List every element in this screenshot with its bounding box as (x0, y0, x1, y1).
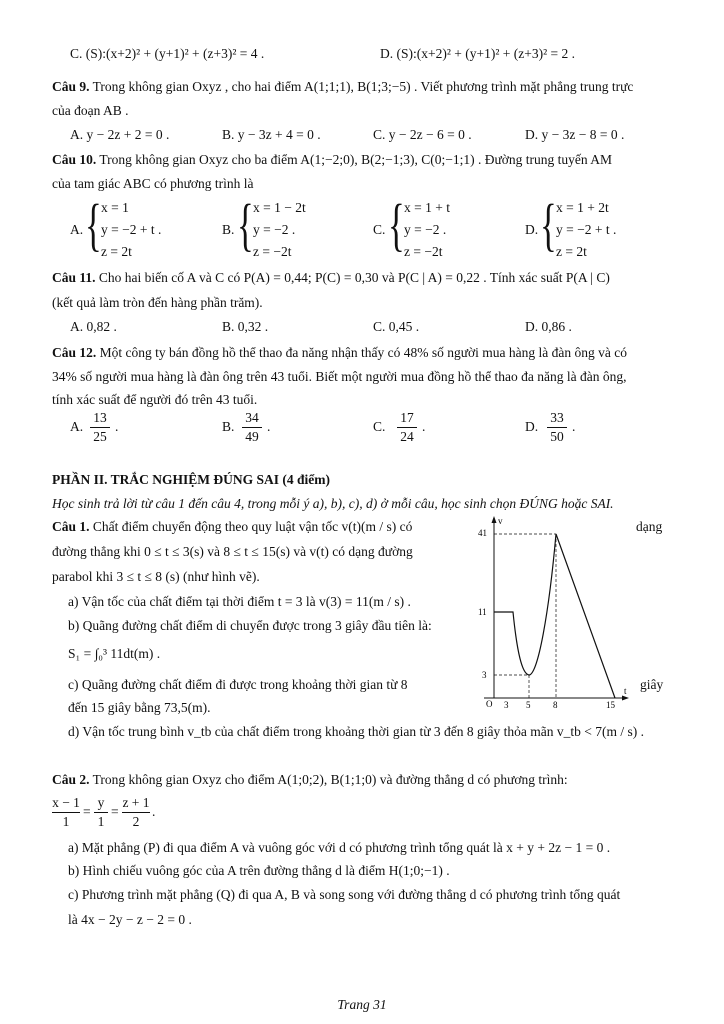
q9-option-a: A. y − 2z + 2 = 0 . (70, 127, 170, 142)
p2q1-statement-a: a) Vận tốc của chất điểm tại thời điểm t = 3 là v(3) = 11(m / s) . (68, 594, 411, 609)
q12-option-c-fraction (397, 410, 417, 445)
fraction-numerator: x − 1 (52, 795, 80, 810)
p2q1-text-line1: Chất điểm chuyển động theo quy luật vận tốc v(t)(m / s) có (92, 519, 413, 534)
fraction-numerator: 17 (400, 410, 414, 425)
page-number: Trang 31 (337, 997, 387, 1012)
line-eq-fraction-z (122, 795, 150, 830)
brace-icon: { (85, 192, 102, 257)
p2q1-statement-c-end: giây (640, 677, 664, 692)
p2q2-statement-a: a) Mặt phẳng (P) đi qua điểm A và vuông góc với d có phương trình tổng quát là x + y + 2z − 1 = 0 . (68, 840, 611, 855)
system-row: z = −2t (253, 244, 292, 259)
p2q2-text-line1: Trong không gian Oxyz cho điểm A(1;0;2), B(1;1;0) và đường thẳng d có phương trình: (92, 772, 568, 787)
p2q2-statement-b: b) Hình chiếu vuông góc của A trên đường thẳng d là điểm H(1;0;−1) . (68, 863, 450, 878)
q12-option-b-label: B. (222, 419, 235, 434)
y-axis-arrow-icon (492, 516, 497, 523)
x-tick-label: 15 (606, 700, 615, 710)
p2q1-statement-c: c) Quãng đường chất điểm đi được trong khoảng thời gian từ 8 (68, 677, 408, 692)
y-tick-label: 3 (482, 670, 487, 680)
fraction-bar (547, 427, 567, 428)
origin-label: O (486, 699, 493, 709)
q12-text-line3: tính xác suất để người đó trên 43 tuổi. (52, 392, 258, 407)
q11-text-line1: Cho hai biến cố A và C có P(A) = 0,44; P(C) = 0,30 và P(C | A) = 0,22 . Tính xác suất P(A | C) (98, 270, 610, 285)
q12-label: Câu 12. (52, 345, 97, 360)
q12-text-line1: Một công ty bán đồng hồ thể thao đa năng nhận thấy có 48% số người mua hàng là đàn ông và có (99, 345, 627, 360)
period-mark: . (152, 804, 156, 819)
fraction-numerator: 13 (93, 410, 107, 425)
q10-text-line2: của tam giác ABC có phương trình là (52, 176, 254, 191)
p2q1-text-line3: parabol khi 3 ≤ t ≤ 8 (s) (như hình vẽ). (52, 569, 260, 584)
x-tick-label: 5 (526, 700, 531, 710)
fraction-bar (90, 427, 110, 428)
p2q2-statement-c-line2: là 4x − 2y − z − 2 = 0 . (68, 912, 192, 927)
fraction-denominator: 1 (97, 814, 105, 829)
q10-option-b-label: B. (222, 222, 235, 237)
line-eq-fraction-x (52, 795, 80, 830)
system-row: x = 1 + t (404, 200, 450, 215)
fraction-denominator: 25 (93, 429, 107, 444)
fraction-bar (52, 812, 80, 813)
period-mark: . (115, 419, 119, 434)
y-tick-label: 11 (478, 607, 487, 617)
q8-option-d: D. (S):(x+2)² + (y+1)² + (z+3)² = 2 . (380, 46, 576, 61)
fraction-numerator: z + 1 (122, 795, 150, 810)
fraction-numerator: 34 (245, 410, 259, 425)
q10-text (52, 152, 612, 168)
fraction-numerator: y (97, 795, 105, 810)
q9-text (52, 79, 633, 95)
q12-option-a-fraction (90, 410, 110, 445)
fraction-bar (122, 812, 150, 813)
q11-option-a: A. 0,82 . (70, 319, 117, 334)
q11-option-b: B. 0,32 . (222, 319, 269, 334)
x-tick-label: 8 (553, 700, 558, 710)
fraction-denominator: 24 (400, 429, 414, 444)
x-axis-arrow-icon (622, 696, 629, 701)
part2-title: PHẦN II. TRẮC NGHIỆM ĐÚNG SAI (4 điểm) (52, 472, 331, 487)
period-mark: . (572, 419, 576, 434)
p2q2-label: Câu 2. (52, 772, 90, 787)
system-row: z = 2t (101, 244, 132, 259)
brace-icon: { (388, 192, 405, 257)
q10-label: Câu 10. (52, 152, 97, 167)
p2q1-text (52, 519, 412, 535)
q12-option-d-fraction (547, 410, 567, 445)
p2q1-statement-c-line2: đến 15 giây bằng 73,5(m). (68, 700, 211, 715)
p2q2-text (52, 772, 568, 788)
q11-text (52, 270, 610, 286)
q9-text-line1: Trong không gian Oxyz , cho hai điểm A(1;1;1), B(1;3;−5) . Viết phương trình mặt phẳng trung trực (92, 79, 634, 94)
q10-option-d-label: D. (525, 222, 539, 237)
q9-option-c: C. y − 2z − 6 = 0 . (373, 127, 472, 142)
velocity-graph (470, 512, 630, 710)
system-row: y = −2 + t . (556, 222, 617, 237)
q10-option-c-label: C. (373, 222, 386, 237)
q9-label: Câu 9. (52, 79, 90, 94)
p2q1-statement-b: b) Quãng đường chất điểm di chuyển được trong 3 giây đầu tiên là: (68, 618, 432, 633)
p2q1-statement-d: d) Vận tốc trung bình v_tb của chất điểm trong khoảng thời gian từ 3 đến 8 giây thỏa mãn v_tb < 7(m / s) . (68, 724, 644, 739)
system-row: z = 2t (556, 244, 587, 259)
q11-label: Câu 11. (52, 270, 96, 285)
q9-option-b: B. y − 3z + 4 = 0 . (222, 127, 321, 142)
part2-instructions: Học sinh trả lời từ câu 1 đến câu 4, trong mỗi ý a), b), c), d) ở mỗi câu, học sinh chọn ĐÚNG hoặc SAI. (52, 496, 614, 511)
fraction-denominator: 1 (62, 814, 70, 829)
q11-option-d: D. 0,86 . (525, 319, 572, 334)
equals-sign: = (83, 804, 91, 819)
brace-icon: { (540, 192, 557, 257)
p2q1-text-line1-end: dạng (636, 519, 663, 534)
period-mark: . (267, 419, 271, 434)
q12-text-line2: 34% số người mua hàng là đàn ông trên 43 tuổi. Biết một người mua đồng hồ thể thao đa năng là đàn ông, (52, 369, 627, 384)
y-tick-label: 41 (478, 528, 487, 538)
q11-option-c: C. 0,45 . (373, 319, 420, 334)
q12-text (52, 345, 627, 361)
q10-option-a-label: A. (70, 222, 84, 237)
fraction-numerator: 33 (550, 410, 564, 425)
fraction-bar (94, 812, 108, 813)
y-axis-label: v (498, 516, 503, 526)
x-axis-label: t (624, 686, 627, 696)
x-tick-label: 3 (504, 700, 509, 710)
brace-icon: { (237, 192, 254, 257)
fraction-bar (242, 427, 262, 428)
p2q1-text-line2: đường thẳng khi 0 ≤ t ≤ 3(s) và 8 ≤ t ≤ 15(s) và v(t) có dạng đường (52, 544, 413, 559)
period-mark: . (422, 419, 426, 434)
system-row: y = −2 . (253, 222, 296, 237)
p2q2-statement-c: c) Phương trình mặt phẳng (Q) đi qua A, B và song song với đường thẳng d có phương trình tổng quát (68, 887, 621, 902)
q11-text-line2: (kết quả làm tròn đến hàng phần trăm). (52, 295, 263, 310)
q10-text-line1: Trong không gian Oxyz cho ba điểm A(1;−2;0), B(2;−1;3), C(0;−1;1) . Đường trung tuyến AM (99, 152, 613, 167)
q8-option-c: C. (S):(x+2)² + (y+1)² + (z+3)² = 4 . (70, 46, 265, 61)
fraction-denominator: 49 (245, 429, 259, 444)
system-row: x = 1 (101, 200, 129, 215)
velocity-curve (494, 534, 615, 698)
line-eq-fraction-y (94, 795, 108, 830)
q9-text-line2: của đoạn AB . (52, 103, 129, 118)
q12-option-c-label: C. (373, 419, 386, 434)
system-row: y = −2 + t . (101, 222, 162, 237)
equals-sign: = (111, 804, 119, 819)
system-row: y = −2 . (404, 222, 447, 237)
q9-option-d: D. y − 3z − 8 = 0 . (525, 127, 625, 142)
p2q1-label: Câu 1. (52, 519, 90, 534)
fraction-denominator: 2 (132, 814, 140, 829)
fraction-bar (397, 427, 417, 428)
p2q1-statement-b-formula: S₁ = ∫₀³ 11dt(m) . (68, 646, 161, 661)
fraction-denominator: 50 (550, 429, 564, 444)
q12-option-a-label: A. (70, 419, 84, 434)
q12-option-b-fraction (242, 410, 262, 445)
system-row: x = 1 + 2t (556, 200, 609, 215)
q12-option-d-label: D. (525, 419, 539, 434)
system-row: z = −2t (404, 244, 443, 259)
system-row: x = 1 − 2t (253, 200, 306, 215)
